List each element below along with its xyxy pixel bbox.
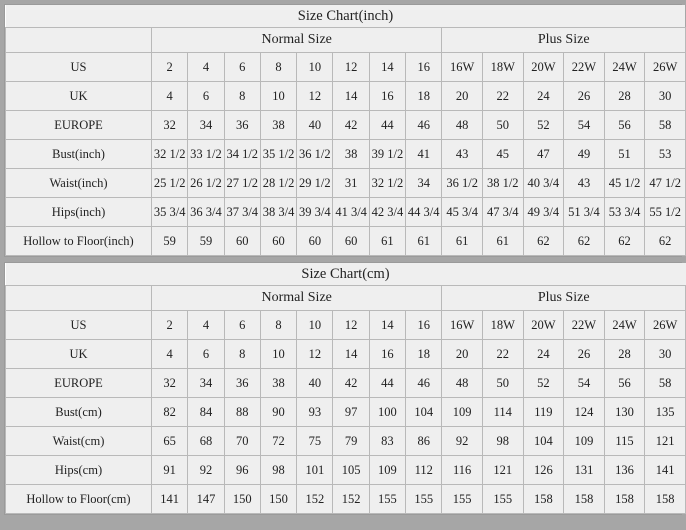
cell: 68	[188, 427, 224, 456]
cell: 24W	[604, 53, 645, 82]
cell: 61	[406, 227, 442, 256]
cell: 54	[564, 369, 605, 398]
cell: 20	[442, 340, 483, 369]
cell: 4	[188, 311, 224, 340]
cell: 14	[369, 53, 405, 82]
cell: 93	[297, 398, 333, 427]
table-row	[6, 82, 686, 111]
chart-title: Size Chart(cm)	[6, 263, 686, 286]
cell: 32	[152, 369, 188, 398]
cell: 158	[564, 485, 605, 514]
cell: 33 1/2	[188, 140, 224, 169]
cell: 101	[297, 456, 333, 485]
cell: 53 3/4	[604, 198, 645, 227]
row-label-hollow-to-floor: Hollow to Floor(cm)	[6, 485, 152, 514]
row-label-uk: UK	[6, 340, 152, 369]
cell: 28	[604, 82, 645, 111]
cell: 49	[564, 140, 605, 169]
group-plus-size: Plus Size	[442, 28, 686, 53]
cell: 61	[442, 227, 483, 256]
cell: 65	[152, 427, 188, 456]
cell: 20W	[523, 53, 564, 82]
cell: 36 1/2	[442, 169, 483, 198]
cell: 18	[406, 340, 442, 369]
cell: 34	[188, 111, 224, 140]
cell: 59	[188, 227, 224, 256]
cell: 86	[406, 427, 442, 456]
cell: 31	[333, 169, 369, 198]
cell: 20W	[523, 311, 564, 340]
cell: 54	[564, 111, 605, 140]
cell: 150	[224, 485, 260, 514]
cell: 39 1/2	[369, 140, 405, 169]
cell: 58	[645, 369, 686, 398]
cell: 26W	[645, 53, 686, 82]
table-row	[6, 227, 686, 256]
cell: 10	[297, 311, 333, 340]
cell: 10	[297, 53, 333, 82]
row-label-europe: EUROPE	[6, 111, 152, 140]
cell: 36	[224, 369, 260, 398]
table-row	[6, 456, 686, 485]
cell: 12	[333, 53, 369, 82]
cell: 70	[224, 427, 260, 456]
cell: 124	[564, 398, 605, 427]
cell: 6	[224, 311, 260, 340]
cell: 24W	[604, 311, 645, 340]
cell: 48	[442, 369, 483, 398]
cell: 62	[645, 227, 686, 256]
cell: 37 3/4	[224, 198, 260, 227]
cell: 92	[188, 456, 224, 485]
cell: 50	[482, 111, 523, 140]
cell: 55 1/2	[645, 198, 686, 227]
cell: 6	[224, 53, 260, 82]
cell: 18	[406, 82, 442, 111]
cell: 60	[224, 227, 260, 256]
cell: 32	[152, 111, 188, 140]
cell: 22	[482, 340, 523, 369]
cell: 155	[369, 485, 405, 514]
cell: 8	[260, 311, 296, 340]
cell: 90	[260, 398, 296, 427]
row-label-bust: Bust(inch)	[6, 140, 152, 169]
table-row	[6, 340, 686, 369]
size-table-cm	[5, 263, 686, 514]
cell: 30	[645, 340, 686, 369]
table-row	[6, 53, 686, 82]
table-row	[6, 485, 686, 514]
cell: 98	[260, 456, 296, 485]
cell: 12	[333, 311, 369, 340]
cell: 155	[442, 485, 483, 514]
cell: 25 1/2	[152, 169, 188, 198]
cell: 83	[369, 427, 405, 456]
cell: 20	[442, 82, 483, 111]
group-header-row	[6, 28, 686, 53]
cell: 16	[406, 311, 442, 340]
cell: 26	[564, 340, 605, 369]
cell: 96	[224, 456, 260, 485]
table-row	[6, 169, 686, 198]
cell: 4	[152, 340, 188, 369]
cell: 30	[645, 82, 686, 111]
cell: 26 1/2	[188, 169, 224, 198]
cell: 112	[406, 456, 442, 485]
cell: 41 3/4	[333, 198, 369, 227]
cell: 104	[523, 427, 564, 456]
cell: 40 3/4	[523, 169, 564, 198]
group-plus-size: Plus Size	[442, 286, 686, 311]
group-normal-size: Normal Size	[152, 28, 442, 53]
cell: 27 1/2	[224, 169, 260, 198]
cell: 98	[482, 427, 523, 456]
cell: 38	[260, 369, 296, 398]
cell: 131	[564, 456, 605, 485]
cell: 12	[297, 82, 333, 111]
cell: 47	[523, 140, 564, 169]
cell: 44	[369, 111, 405, 140]
cell: 18W	[482, 311, 523, 340]
cell: 16W	[442, 311, 483, 340]
cell: 14	[333, 340, 369, 369]
cell: 51	[604, 140, 645, 169]
cell: 45 3/4	[442, 198, 483, 227]
cell: 56	[604, 111, 645, 140]
cell: 109	[442, 398, 483, 427]
cell: 114	[482, 398, 523, 427]
cell: 42 3/4	[369, 198, 405, 227]
cell: 16	[369, 340, 405, 369]
cell: 155	[406, 485, 442, 514]
cell: 44	[369, 369, 405, 398]
cell: 22W	[564, 53, 605, 82]
cell: 82	[152, 398, 188, 427]
cell: 36 1/2	[297, 140, 333, 169]
cell: 28	[604, 340, 645, 369]
cell: 36	[224, 111, 260, 140]
cell: 45	[482, 140, 523, 169]
cell: 46	[406, 111, 442, 140]
cell: 72	[260, 427, 296, 456]
cell: 104	[406, 398, 442, 427]
row-label-waist: Waist(cm)	[6, 427, 152, 456]
cell: 4	[188, 53, 224, 82]
cell: 92	[442, 427, 483, 456]
cell: 6	[188, 82, 224, 111]
cell: 47 1/2	[645, 169, 686, 198]
chart-title: Size Chart(inch)	[6, 5, 686, 28]
cell: 53	[645, 140, 686, 169]
row-label-hips: Hips(inch)	[6, 198, 152, 227]
cell: 16	[406, 53, 442, 82]
cell: 14	[333, 82, 369, 111]
cell: 6	[188, 340, 224, 369]
cell: 8	[260, 53, 296, 82]
cell: 14	[369, 311, 405, 340]
cell: 36 3/4	[188, 198, 224, 227]
table-row	[6, 140, 686, 169]
cell: 38	[260, 111, 296, 140]
cell: 49 3/4	[523, 198, 564, 227]
cell: 109	[369, 456, 405, 485]
cell: 32 1/2	[369, 169, 405, 198]
cell: 105	[333, 456, 369, 485]
table-row	[6, 311, 686, 340]
cell: 58	[645, 111, 686, 140]
cell: 24	[523, 82, 564, 111]
row-label-waist: Waist(inch)	[6, 169, 152, 198]
cell: 8	[224, 82, 260, 111]
corner-cell	[6, 28, 152, 53]
cell: 88	[224, 398, 260, 427]
cell: 147	[188, 485, 224, 514]
cell: 2	[152, 53, 188, 82]
cell: 8	[224, 340, 260, 369]
cell: 26W	[645, 311, 686, 340]
cell: 52	[523, 369, 564, 398]
cell: 41	[406, 140, 442, 169]
cell: 34	[188, 369, 224, 398]
row-label-uk: UK	[6, 82, 152, 111]
cell: 10	[260, 340, 296, 369]
cell: 61	[369, 227, 405, 256]
cell: 4	[152, 82, 188, 111]
chart-title-row	[6, 263, 686, 286]
row-label-bust: Bust(cm)	[6, 398, 152, 427]
cell: 60	[333, 227, 369, 256]
cell: 121	[645, 427, 686, 456]
group-header-row	[6, 286, 686, 311]
cell: 18W	[482, 53, 523, 82]
cell: 38 1/2	[482, 169, 523, 198]
cell: 84	[188, 398, 224, 427]
cell: 130	[604, 398, 645, 427]
cell: 62	[564, 227, 605, 256]
cell: 45 1/2	[604, 169, 645, 198]
cell: 119	[523, 398, 564, 427]
cell: 158	[645, 485, 686, 514]
cell: 46	[406, 369, 442, 398]
cell: 100	[369, 398, 405, 427]
cell: 150	[260, 485, 296, 514]
corner-cell	[6, 286, 152, 311]
cell: 32 1/2	[152, 140, 188, 169]
row-label-hips: Hips(cm)	[6, 456, 152, 485]
cell: 22	[482, 82, 523, 111]
cell: 44 3/4	[406, 198, 442, 227]
table-row	[6, 398, 686, 427]
cell: 40	[297, 111, 333, 140]
cell: 22W	[564, 311, 605, 340]
cell: 56	[604, 369, 645, 398]
size-chart-inch	[4, 4, 682, 257]
cell: 91	[152, 456, 188, 485]
table-row	[6, 111, 686, 140]
table-row	[6, 198, 686, 227]
cell: 109	[564, 427, 605, 456]
cell: 47 3/4	[482, 198, 523, 227]
cell: 116	[442, 456, 483, 485]
cell: 152	[297, 485, 333, 514]
cell: 141	[645, 456, 686, 485]
row-label-us: US	[6, 53, 152, 82]
cell: 42	[333, 369, 369, 398]
row-label-hollow-to-floor: Hollow to Floor(inch)	[6, 227, 152, 256]
cell: 38	[333, 140, 369, 169]
cell: 121	[482, 456, 523, 485]
cell: 40	[297, 369, 333, 398]
cell: 52	[523, 111, 564, 140]
cell: 12	[297, 340, 333, 369]
size-chart-cm	[4, 262, 682, 515]
cell: 62	[604, 227, 645, 256]
cell: 43	[564, 169, 605, 198]
cell: 152	[333, 485, 369, 514]
cell: 79	[333, 427, 369, 456]
cell: 136	[604, 456, 645, 485]
cell: 60	[297, 227, 333, 256]
group-normal-size: Normal Size	[152, 286, 442, 311]
cell: 158	[523, 485, 564, 514]
cell: 34	[406, 169, 442, 198]
cell: 38 3/4	[260, 198, 296, 227]
cell: 126	[523, 456, 564, 485]
cell: 97	[333, 398, 369, 427]
chart-title-row	[6, 5, 686, 28]
cell: 16	[369, 82, 405, 111]
cell: 28 1/2	[260, 169, 296, 198]
size-table-inch	[5, 5, 686, 256]
cell: 135	[645, 398, 686, 427]
cell: 50	[482, 369, 523, 398]
cell: 51 3/4	[564, 198, 605, 227]
cell: 2	[152, 311, 188, 340]
table-row	[6, 427, 686, 456]
cell: 29 1/2	[297, 169, 333, 198]
cell: 39 3/4	[297, 198, 333, 227]
cell: 62	[523, 227, 564, 256]
cell: 155	[482, 485, 523, 514]
cell: 43	[442, 140, 483, 169]
cell: 115	[604, 427, 645, 456]
cell: 35 3/4	[152, 198, 188, 227]
cell: 158	[604, 485, 645, 514]
cell: 60	[260, 227, 296, 256]
cell: 24	[523, 340, 564, 369]
table-row	[6, 369, 686, 398]
cell: 75	[297, 427, 333, 456]
cell: 35 1/2	[260, 140, 296, 169]
cell: 42	[333, 111, 369, 140]
row-label-us: US	[6, 311, 152, 340]
cell: 48	[442, 111, 483, 140]
cell: 26	[564, 82, 605, 111]
cell: 10	[260, 82, 296, 111]
cell: 61	[482, 227, 523, 256]
cell: 59	[152, 227, 188, 256]
cell: 16W	[442, 53, 483, 82]
cell: 34 1/2	[224, 140, 260, 169]
row-label-europe: EUROPE	[6, 369, 152, 398]
cell: 141	[152, 485, 188, 514]
